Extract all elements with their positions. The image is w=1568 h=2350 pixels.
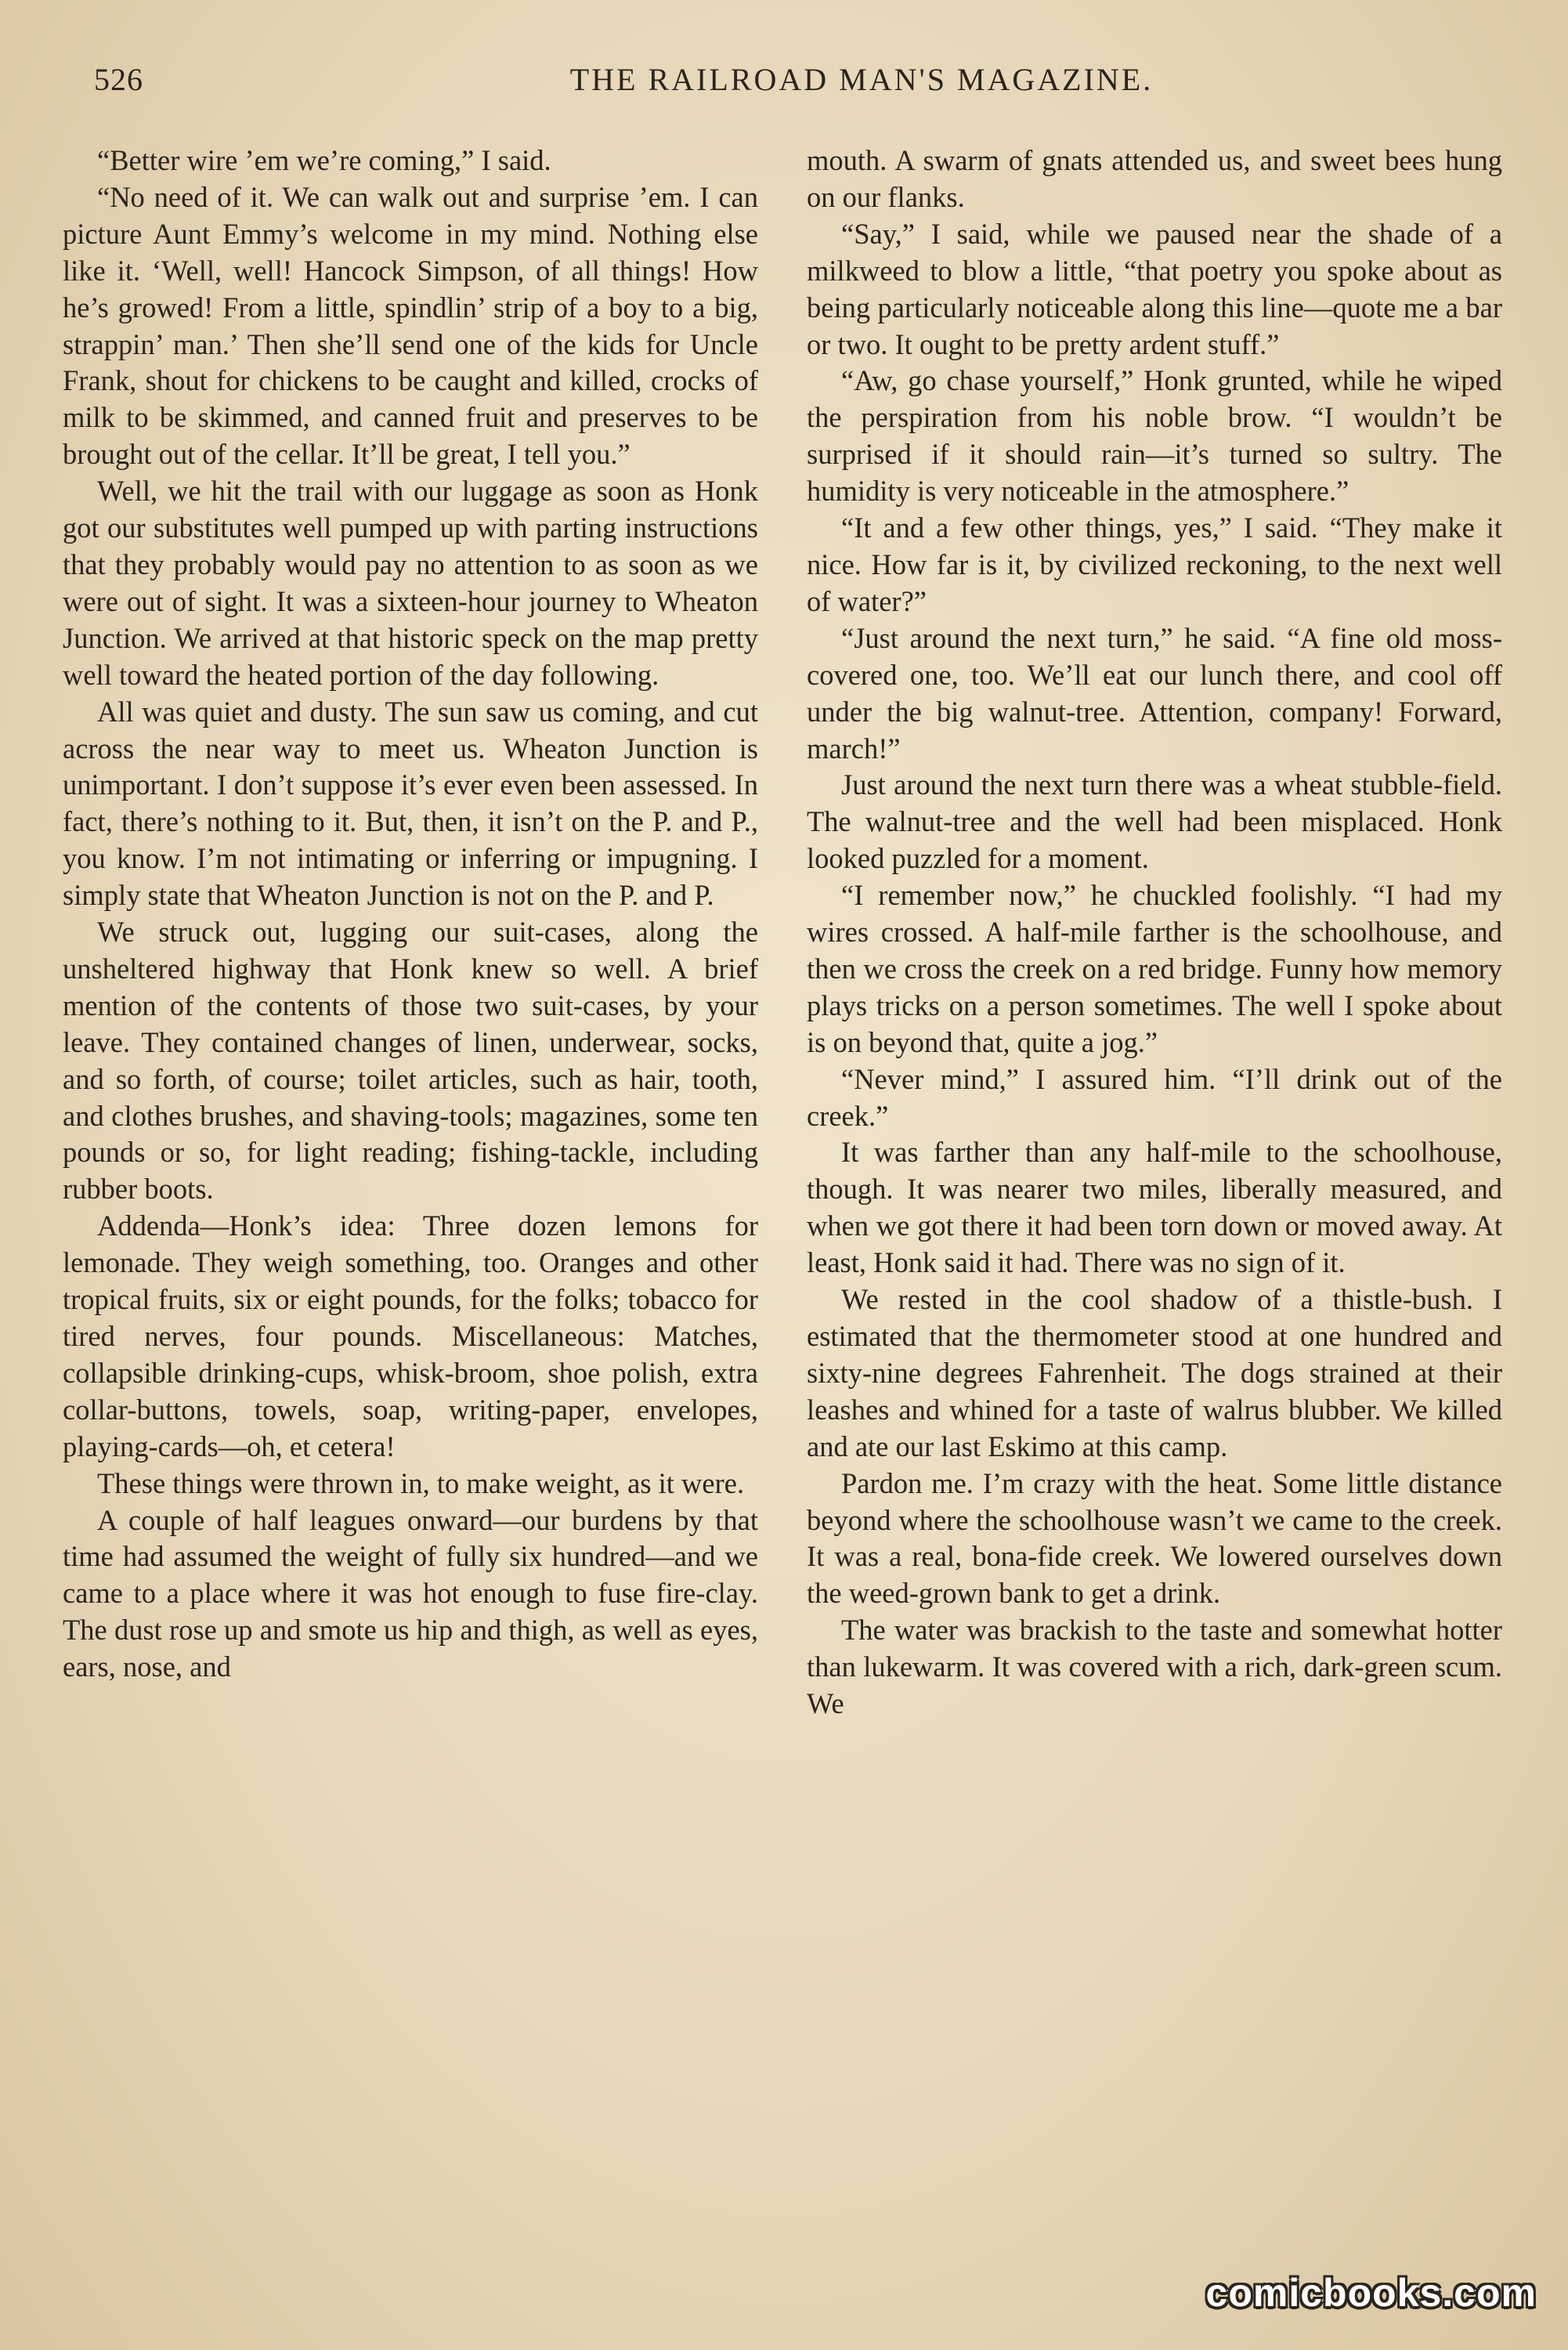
right-column	[807, 143, 1502, 1723]
paragraph: “It and a few other things, yes,” I said. “They make it nice. How far is it, by civilized reckoning, to the next well of water?”	[807, 512, 1502, 617]
paragraph: A couple of half leagues onward—our burdens by that time had assumed the weight of fully six hundred—and we came to a place where it was hot enough to fuse fire-clay. The dust rose up and smote us hip and thigh, as well as eyes, ears, nose, and	[63, 1503, 758, 1683]
paragraph: “Just around the next turn,” he said. “A fine old moss-covered one, too. We’ll eat our lunch there, and cool off under the big walnut-tree. Attention, company! Forward, march!”	[807, 621, 1502, 765]
paragraph-continued: mouth. A swarm of gnats attended us, and sweet bees hung on our flanks.	[807, 144, 1502, 213]
running-title: THE RAILROAD MAN'S MAGAZINE.	[569, 62, 1154, 97]
paragraph: “Say,” I said, while we paused near the shade of a milkweed to blow a little, “that poetry you spoke about as being particularly noticeable along this line—quote me a bar or two. It ought to be pretty ardent stuff.”	[807, 217, 1502, 360]
page-header	[94, 61, 1505, 108]
paragraph: Addenda—Honk’s idea: Three dozen lemons for lemonade. They weigh something, too. Oranges and other tropical fruits, six or eight pounds, for the folks; tobacco for tired nerves, four pounds. Miscellaneous: Matches, collapsible drinking-cups, whisk-broom, shoe polish, extra collar-buttons, towels, soap, writing-paper, envelopes, playing-cards—oh, et cetera!	[63, 1209, 758, 1462]
paragraph: All was quiet and dusty. The sun saw us coming, and cut across the near way to meet us. Wheaton Junction is unimportant. I don’t suppose it’s ever even been assessed. In fact, there’s nothing to it. But, then, it isn’t on the P. and P., you know. I’m not intimating or inferring or impugning. I simply state that Wheaton Junction is not on the P. and P.	[63, 695, 758, 912]
paragraph: We struck out, lugging our suit-cases, along the unsheltered highway that Honk knew so well. A brief mention of the contents of those two suit-cases, by your leave. They contained changes of linen, underwear, socks, and so forth, of course; toilet articles, such as hair, tooth, and clothes brushes, and shaving-tools; magazines, some ten pounds or so, for light reading; fishing-tackle, including rubber boots.	[63, 916, 758, 1206]
paragraph: The water was brackish to the taste and somewhat hotter than lukewarm. It was covered with a rich, dark-green scum. We	[807, 1614, 1502, 1720]
paragraph: These things were thrown in, to make weight, as it were.	[97, 1466, 745, 1499]
paragraph: Well, we hit the trail with our luggage as soon as Honk got our substitutes well pumped up with parting instructions that they probably would pay no attention to as soon as we were out of sight. It was a sixteen-hour journey to Wheaton Junction. We arrived at that historic speck on the map pretty well toward the heated portion of the day following.	[63, 475, 758, 691]
paragraph: We rested in the cool shadow of a thistle-bush. I estimated that the thermometer stood at one hundred and sixty-nine degrees Fahrenheit. The dogs strained at their leashes and whined for a taste of walrus blubber. We killed and ate our last Eskimo at this camp.	[807, 1283, 1502, 1462]
paragraph: It was farther than any half-mile to the schoolhouse, though. It was nearer two miles, liberally measured, and when we got there it had been torn down or moved away. At least, Honk said it had. There was no sign of it.	[807, 1136, 1502, 1279]
paragraph: Just around the next turn there was a wheat stubble-field. The walnut-tree and the well had been misplaced. Honk looked puzzled for a moment.	[807, 768, 1502, 875]
paragraph: “Better wire ’em we’re coming,” I said.	[97, 144, 551, 176]
left-column	[63, 143, 758, 1686]
paragraph: “I remember now,” he chuckled foolishly. “I had my wires crossed. A half-mile farther is the schoolhouse, and then we cross the creek on a red bridge. Funny how memory plays tricks on a person sometimes. The well I spoke about is on beyond that, quite a jog.”	[807, 879, 1502, 1058]
paragraph: “Aw, go chase yourself,” Honk grunted, while he wiped the perspiration from his noble brow. “I wouldn’t be surprised if it should rain—it’s turned so sultry. The humidity is very noticeable in the atmosphere.”	[807, 364, 1502, 508]
paragraph: Pardon me. I’m crazy with the heat. Some little distance beyond where the schoolhouse wasn’t we came to the creek. It was a real, bona-fide creek. We lowered ourselves down the weed-grown bank to get a drink.	[807, 1466, 1502, 1610]
paragraph: “No need of it. We can walk out and surprise ’em. I can picture Aunt Emmy’s welcome in my mind. Nothing else like it. ‘Well, well! Hancock Simpson, of all things! How he’s growed! From a little, spindlin’ strip of a boy to a big, strappin’ man.’ Then she’ll send one of the kids for Uncle Frank, shout for chickens to be caught and killed, crocks of milk to be skimmed, and canned fruit and preserves to be brought out of the cellar. It’ll be great, I tell you.”	[63, 180, 758, 471]
paragraph: “Never mind,” I assured him. “I’ll drink out of the creek.”	[807, 1062, 1502, 1132]
site-watermark: comicbooks.com	[1205, 2271, 1537, 2315]
page-number: 526	[94, 62, 143, 97]
